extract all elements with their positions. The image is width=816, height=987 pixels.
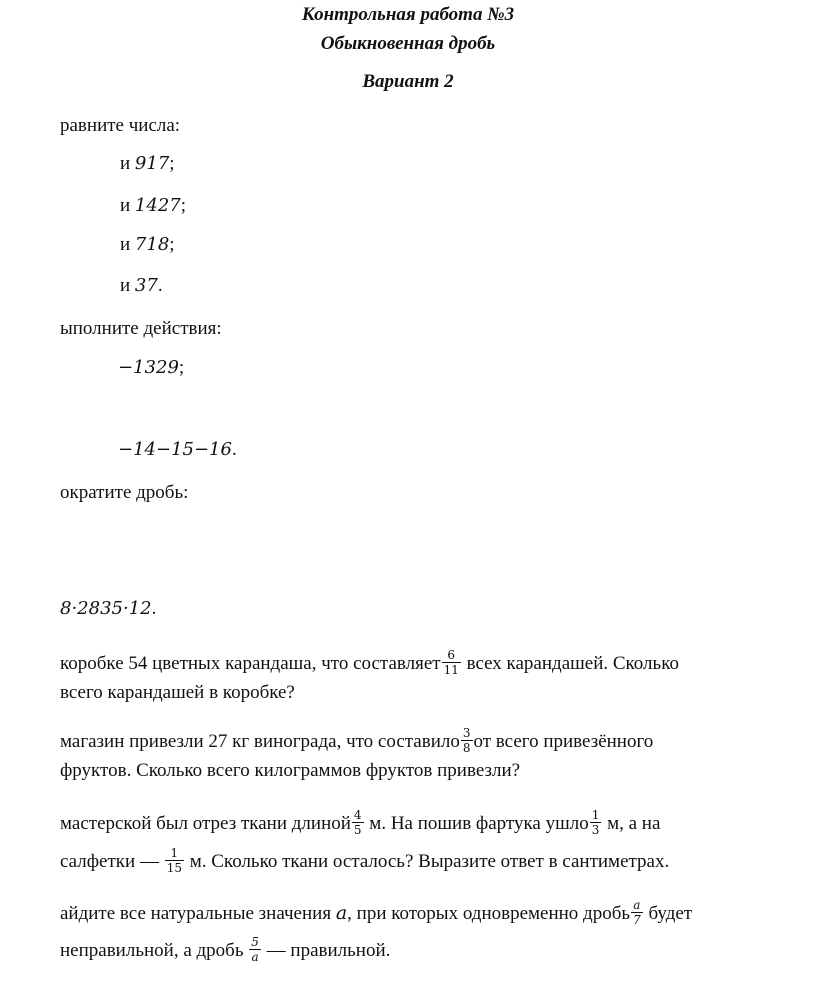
task4-line2: всего карандашей в коробке? xyxy=(60,682,295,703)
task3-label: ократите дробь: xyxy=(60,482,189,503)
task6-text: м. На пошив фартука ушло xyxy=(364,812,589,834)
fraction-5-a xyxy=(249,935,261,964)
item-prefix: и xyxy=(120,153,131,174)
frac-numerator: a xyxy=(631,898,643,913)
task6-text: салфетки — xyxy=(60,850,164,872)
frac-denominator: 7 xyxy=(633,913,641,927)
task3-suffix: . xyxy=(151,598,157,619)
doc-subtitle: Обыкновенная дробь xyxy=(320,33,496,54)
task5-text: магазин привезли 27 кг винограда, что составило xyxy=(60,730,460,752)
task3-expr: 8·2835·12 xyxy=(60,598,152,619)
item-expr: 1427 xyxy=(134,195,181,216)
task5-line2: фруктов. Сколько всего килограммов фруктов привезли? xyxy=(60,760,521,781)
frac-numerator: 1 xyxy=(165,846,184,861)
item-prefix: и xyxy=(120,234,131,255)
fraction-6-11 xyxy=(442,648,461,677)
variable-a: a xyxy=(335,901,348,924)
task1-item xyxy=(120,153,175,175)
task6-text: м, а на xyxy=(602,812,661,834)
task1-label: равните числа: xyxy=(60,115,181,136)
task1-item xyxy=(120,275,163,297)
frac-denominator: 3 xyxy=(591,823,600,837)
item-expr: −14−15−16 xyxy=(118,439,232,460)
frac-numerator: 3 xyxy=(462,726,471,740)
task1-item xyxy=(120,234,175,256)
frac-numerator: 5 xyxy=(251,935,259,949)
task4-line1 xyxy=(60,650,679,679)
item-suffix: ; xyxy=(169,153,175,174)
fraction-1-15 xyxy=(165,846,184,875)
task5-line1 xyxy=(60,728,653,757)
item-prefix: и xyxy=(120,275,131,296)
item-suffix: ; xyxy=(169,234,175,255)
frac-numerator: 4 xyxy=(353,808,362,822)
item-expr: −1329 xyxy=(118,357,179,378)
task7-line2 xyxy=(60,937,390,966)
fraction-1-3 xyxy=(590,808,602,837)
item-suffix: . xyxy=(157,275,163,296)
task3-expr-line xyxy=(60,598,156,620)
task2-label: ыполните действия: xyxy=(60,318,222,339)
task7-text: — правильной. xyxy=(261,939,391,961)
task6-text: мастерской был отрез ткани длиной xyxy=(60,812,351,834)
item-expr: 718 xyxy=(134,234,170,255)
task7-text: будет xyxy=(643,902,693,924)
variant-label: Вариант 2 xyxy=(362,71,454,92)
frac-denominator: 8 xyxy=(462,741,471,755)
frac-denominator: 5 xyxy=(353,823,362,837)
fraction-4-5 xyxy=(352,808,364,837)
task7-text: айдите все натуральные значения xyxy=(60,902,336,924)
frac-numerator: 6 xyxy=(442,648,461,663)
item-suffix: ; xyxy=(178,357,185,378)
frac-denominator: a xyxy=(251,950,259,964)
task2-item xyxy=(118,439,237,461)
task6-line1 xyxy=(60,810,660,839)
fraction-a-7 xyxy=(631,898,643,927)
task7-text: , при которых одновременно дробь xyxy=(347,902,631,924)
frac-numerator: 1 xyxy=(591,808,600,822)
item-suffix: ; xyxy=(180,195,187,216)
task1-item xyxy=(120,195,186,217)
item-expr: 37 xyxy=(134,275,158,296)
frac-denominator: 11 xyxy=(443,663,459,677)
task2-item xyxy=(118,357,184,379)
frac-denominator: 15 xyxy=(166,861,182,875)
task4-text: всех карандашей. Сколько xyxy=(461,652,679,674)
task6-text: м. Сколько ткани осталось? Выразите ответ в сантиметрах. xyxy=(184,850,670,872)
task6-line2 xyxy=(60,848,669,877)
doc-title: Контрольная работа №3 xyxy=(301,4,515,25)
task7-text: неправильной, а дробь xyxy=(60,939,249,961)
fraction-3-8 xyxy=(461,726,473,755)
item-expr: 917 xyxy=(134,153,170,174)
item-prefix: и xyxy=(120,195,131,216)
task7-line1 xyxy=(60,900,692,929)
item-suffix: . xyxy=(231,439,237,460)
task4-text: коробке 54 цветных карандаша, что составляет xyxy=(60,652,441,674)
task5-text: от всего привезённого xyxy=(473,730,654,752)
